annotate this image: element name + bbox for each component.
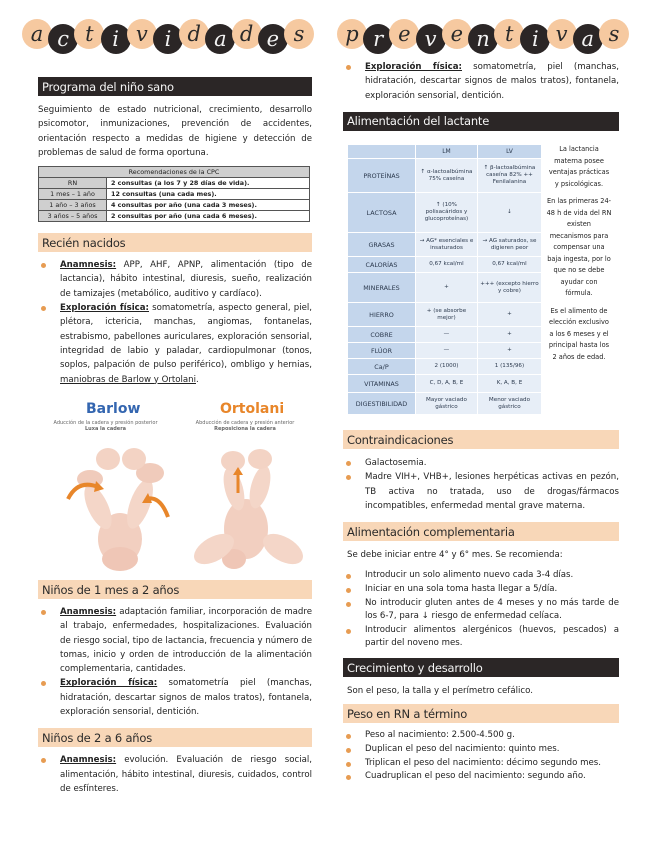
section-heading-programa: Programa del niño sano <box>38 77 312 96</box>
list-item: Anamnesis: APP, AHF, APNP, alimentación (tipo de lactancia), hábito intestinal, diuresis, sueño, realización de tamizajes (metabólico, auditivo y cardíaco). <box>38 258 312 301</box>
row-label: DIGESTIBILIDAD <box>348 393 416 415</box>
cell-lm: ↑ α-lactoalbúmina 75% caseína <box>416 159 478 193</box>
title-letter: e <box>442 19 472 49</box>
title-letter: t <box>494 19 524 49</box>
table-row <box>348 159 542 193</box>
row-label: Ca/P <box>348 359 416 375</box>
list-item: Anamnesis: evolución. Evaluación de riesgo social, alimentación, hábito intestinal, diuresis, cuidados, control de esfínteres. <box>38 753 312 796</box>
title-letter: s <box>599 19 629 49</box>
list-item: No introducir gluten antes de 4 meses y no más tarde de los 6-7, para ↓ riesgo de enfermedad celíaca. <box>343 597 619 624</box>
barlow-ortolani-link: maniobras de Barlow y Ortolani <box>60 374 196 385</box>
cell-lv: 1 (135/96) <box>477 359 541 375</box>
section-heading-complementaria: Alimentación complementaria <box>343 522 619 541</box>
ninos-1-mes-list <box>38 605 312 719</box>
lactancia-side-notes: La lactancia materna posee ventajas prácticas y psicológicas. En las primeras 24-48 h de vida del RN existen mecanismos para compensar una baja ingesta, por lo que no se debe ayudar con fórmula. Es el alimento de elección exclusivo a los 6 meses y el principal hasta los 2 años de edad. <box>546 145 612 361</box>
cell-lm: + (se absorbe mejor) <box>416 303 478 327</box>
right-column-bottom <box>343 430 619 784</box>
title-letter: s <box>284 19 314 49</box>
title-letter: r <box>363 24 393 54</box>
cell-lv: Menor vaciado gástrico <box>477 393 541 415</box>
title-letter: i <box>153 24 183 54</box>
cpc-table-title: Recomendaciones de la CPC <box>39 167 310 178</box>
section-heading-peso: Peso en RN a término <box>343 704 619 723</box>
ortolani-title: Ortolani <box>220 401 285 417</box>
list-item: Cuadruplican el peso del nacimiento: segundo año. <box>343 770 619 784</box>
section-heading-ninos-2-anos: Niños de 2 a 6 años <box>38 728 312 747</box>
title-letter: d <box>179 19 209 49</box>
list-item: Introducir alimentos alergénicos (huevos, pescados) a partir del noveno mes. <box>343 624 619 651</box>
list-item: Introducir un solo alimento nuevo cada 3-4 días. <box>343 569 619 583</box>
title-letter: t <box>74 19 104 49</box>
table-row <box>348 327 542 343</box>
title-letter: p <box>337 19 367 49</box>
complementaria-list <box>343 569 619 651</box>
table-row <box>348 233 542 257</box>
table-row: 3 años – 5 años 2 consultas por año (una cada 6 meses). <box>39 211 310 222</box>
cell-lm: — <box>416 327 478 343</box>
table-row <box>348 193 542 233</box>
title-letter: v <box>127 19 157 49</box>
lactancia-table <box>347 144 542 415</box>
page-title <box>0 16 655 56</box>
cell-lv: ↓ <box>477 193 541 233</box>
col-header-lm: LM <box>416 145 478 159</box>
cell-lm: — <box>416 343 478 359</box>
section-heading-crecimiento: Crecimiento y desarrollo <box>343 658 619 677</box>
crecimiento-text: Son el peso, la talla y el perímetro cefálico. <box>347 686 533 697</box>
complementaria-intro: Se debe iniciar entre 4° y 6° mes. Se recomienda: <box>347 550 563 561</box>
programa-text: Seguimiento de estado nutricional, crecimiento, desarrollo psicomotor, inmunizaciones, prevención de accidentes, orientación respecto a medidas de higiene y detección de problemas de salud de forma oportuna. <box>38 105 312 158</box>
list-item: Iniciar en una sola toma hasta llegar a 5/día. <box>343 583 619 597</box>
top-expl-list <box>343 60 619 103</box>
table-row <box>348 303 542 327</box>
table-row <box>348 359 542 375</box>
right-column <box>343 60 619 131</box>
table-row: RN 2 consultas (a los 7 y 28 días de vida). <box>39 178 310 189</box>
title-letter: v <box>547 19 577 49</box>
cell-lm: Mayor vaciado gástrico <box>416 393 478 415</box>
title-letter: a <box>205 24 235 54</box>
ortolani-subtitle: Abducción de cadera y presión anterior Reposiciona la cadera <box>195 420 295 432</box>
col-header-lv: LV <box>477 145 541 159</box>
table-row <box>348 257 542 273</box>
list-item: Duplican el peso del nacimiento: quinto mes. <box>343 743 619 757</box>
peso-list <box>343 729 619 783</box>
cell-lv: ↑ β-lactoalbúmina caseína 82% ++ Fenilalanina <box>477 159 541 193</box>
cell-lv: → AG saturados, se digieren peor <box>477 233 541 257</box>
left-column-bottom <box>38 580 312 796</box>
list-item: Exploración física: somatometría, piel (manchas, hidratación, descartar signos de malos tratos), fontanela, exploración sensorial, dentición. <box>343 60 619 103</box>
list-item: Anamnesis: adaptación familiar, incorporación de madre al trabajo, enfermedades, hospitalizaciones. Evaluación de riesgo social, tipo de lactancia, frecuencia y número de tomas, inicio y orden de introducción de la alimentación complementaria, cantidades. <box>38 605 312 676</box>
row-label: HIERRO <box>348 303 416 327</box>
cell-lm: ↑ (10% polisacáridos y glucoproteínas) <box>416 193 478 233</box>
cell-lm: 0,67 kcal/ml <box>416 257 478 273</box>
left-column <box>38 77 312 387</box>
title-letter: i <box>520 24 550 54</box>
cell-lv: 0,67 kcal/ml <box>477 257 541 273</box>
title-letter: a <box>573 24 603 54</box>
list-item: Exploración física: somatometría, aspecto general, piel, plétora, ictericia, manchas, angiomas, fontanelas, estrabismo, pabellones auriculares, exploración sensorial, integridad de labio y paladar, cardiopulmonar (tonos, soplos, palpación de pulso periférico), ombligo y hernias, maniobras de Barlow y Ortolani. <box>38 301 312 387</box>
cell-lv: + <box>477 343 541 359</box>
title-letter: a <box>22 19 52 49</box>
cell-lm: → AG* esenciales e insaturados <box>416 233 478 257</box>
row-label: GRASAS <box>348 233 416 257</box>
row-label: MINERALES <box>348 273 416 303</box>
cell-lv: + <box>477 303 541 327</box>
contraindicaciones-list <box>343 456 619 513</box>
cpc-table <box>38 166 310 222</box>
title-letter: i <box>101 24 131 54</box>
table-row <box>348 343 542 359</box>
baby-illustration <box>38 399 312 571</box>
title-letter: e <box>258 24 288 54</box>
section-heading-recien-nacidos: Recién nacidos <box>38 233 312 252</box>
table-row: 1 mes – 1 año 12 consultas (una cada mes). <box>39 189 310 200</box>
section-heading-contraindicaciones: Contraindicaciones <box>343 430 619 449</box>
title-letter: c <box>48 24 78 54</box>
section-heading-lactante: Alimentación del lactante <box>343 112 619 131</box>
cell-lm: 2 (1000) <box>416 359 478 375</box>
list-item: Madre VIH+, VHB+, lesiones herpéticas activas en pezón, TB activa no tratada, uso de drogas/fármacos incompatibles, enfermedad mental grave materna. <box>343 470 619 513</box>
title-letter: n <box>468 24 498 54</box>
cell-lv: + <box>477 327 541 343</box>
table-row <box>348 273 542 303</box>
table-row <box>348 393 542 415</box>
list-item: Triplican el peso del nacimiento: décimo segundo mes. <box>343 757 619 771</box>
recien-nacidos-list <box>38 258 312 387</box>
ninos-2-anos-list <box>38 753 312 796</box>
list-item: Peso al nacimiento: 2.500-4.500 g. <box>343 729 619 743</box>
title-letter: e <box>389 19 419 49</box>
table-row: 1 año – 3 años 4 consultas por año (una cada 3 meses). <box>39 200 310 211</box>
cell-lm: C, D, A, B, E <box>416 375 478 393</box>
cell-lm: + <box>416 273 478 303</box>
barlow-ortolani-figure <box>38 399 312 571</box>
cell-lv: +++ (excepto hierro y cobre) <box>477 273 541 303</box>
row-label: COBRE <box>348 327 416 343</box>
title-letter: d <box>232 19 262 49</box>
list-item: Galactosemia. <box>343 456 619 470</box>
barlow-subtitle: Aducción de la cadera y presión posterior Luxa la cadera <box>53 420 158 432</box>
barlow-title: Barlow <box>86 401 141 417</box>
row-label: LACTOSA <box>348 193 416 233</box>
table-row <box>348 375 542 393</box>
row-label: CALORÍAS <box>348 257 416 273</box>
row-label: PROTEÍNAS <box>348 159 416 193</box>
row-label: VITAMINAS <box>348 375 416 393</box>
row-label: FLÚOR <box>348 343 416 359</box>
list-item: Exploración física: somatometría piel (manchas, hidratación, descartar signos de malos tratos), fontanela, exploración sensorial, dentición. <box>38 676 312 719</box>
section-heading-ninos-1-mes: Niños de 1 mes a 2 años <box>38 580 312 599</box>
cell-lv: K, A, B, E <box>477 375 541 393</box>
title-letter: v <box>416 24 446 54</box>
